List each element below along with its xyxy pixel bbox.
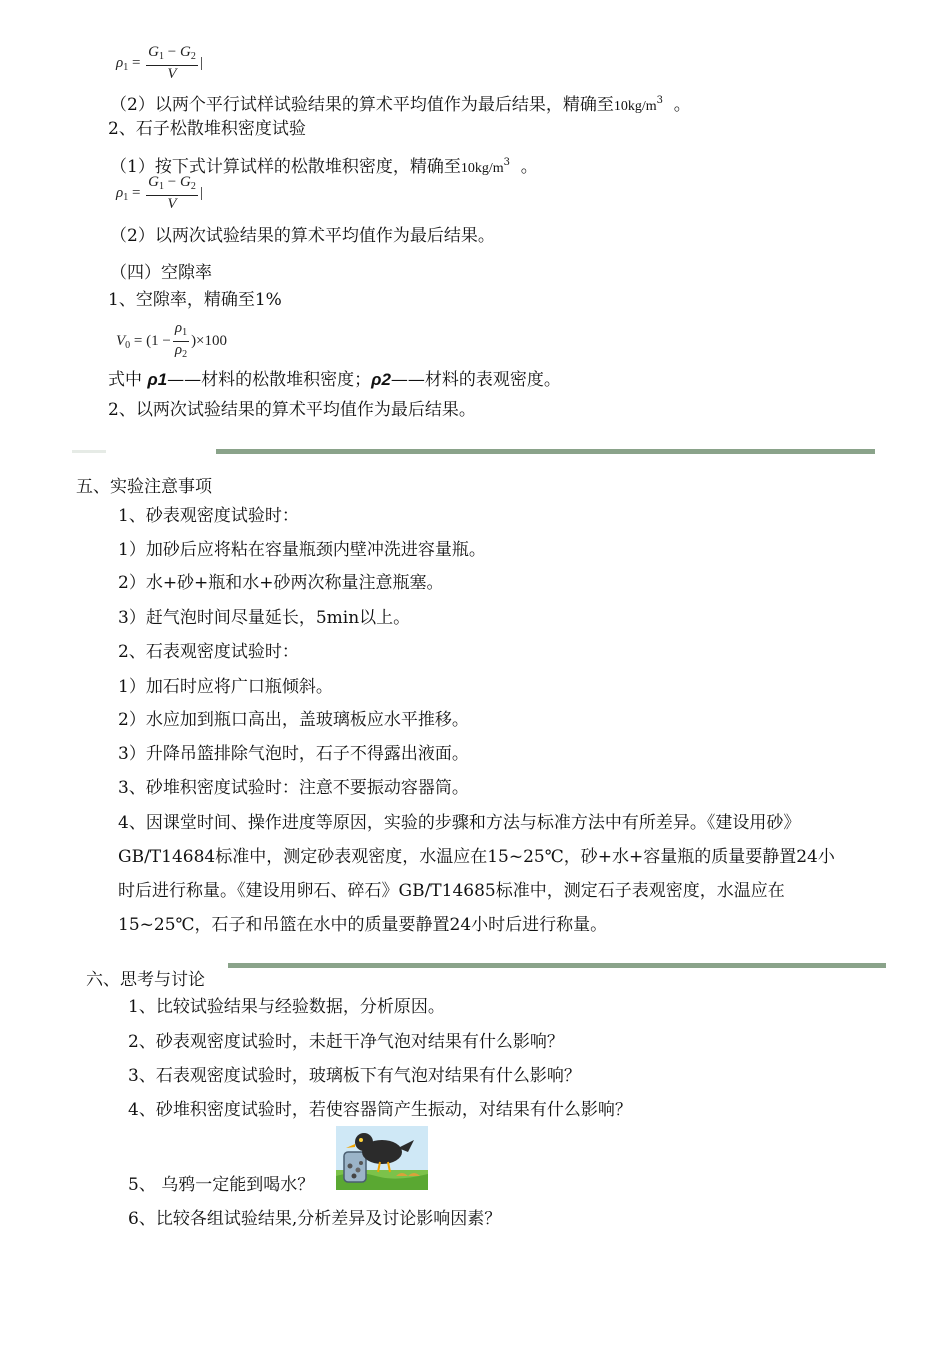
section5-item: 时后进行称量。《建设用卵石、碎石》GB/T14685标准中，测定石子表观密度，水温应在 xyxy=(118,881,785,901)
paragraph-two-results-average: （2）以两次试验结果的算术平均值作为最后结果。 xyxy=(110,226,495,246)
void-formula-legend: 式中 ρ1——材料的松散堆积密度；ρ2——材料的表观密度。 xyxy=(108,370,561,390)
section6-title: 六、思考与讨论 xyxy=(86,970,205,990)
section6-item: 1、比较试验结果与经验数据，分析原因。 xyxy=(128,997,445,1017)
divider-light-segment xyxy=(72,450,106,453)
section6-item: 4、砂堆积密度试验时，若使容器筒产生振动，对结果有什么影响？ xyxy=(128,1100,632,1120)
section6-item: 5、 乌鸦一定能到喝水？ xyxy=(128,1175,315,1195)
section5-item: 3）升降吊篮排除气泡时，石子不得露出液面。 xyxy=(118,744,469,764)
void-ratio-formula: $V_0 = (1$ − $\frac{\rho_1}{\rho_2}$ )×100 xyxy=(116,320,228,360)
crow-drinking-icon xyxy=(336,1126,428,1190)
section-divider xyxy=(216,449,875,454)
section5-item: 3、砂堆积密度试验时：注意不要振动容器筒。 xyxy=(118,778,469,798)
heading-void-ratio: （四）空隙率 xyxy=(110,263,212,283)
section6-item: 2、砂表观密度试验时，未赶干净气泡对结果有什么影响？ xyxy=(128,1032,564,1052)
section5-item: 3）赶气泡时间尽量延长，5min以上。 xyxy=(118,608,411,628)
section6-item: 6、比较各组试验结果,分析差异及讨论影响因素？ xyxy=(128,1209,502,1229)
section6-item: 3、石表观密度试验时，玻璃板下有气泡对结果有什么影响？ xyxy=(128,1066,581,1086)
section5-item: 15~25℃，石子和吊篮在水中的质量要静置24小时后进行称量。 xyxy=(118,915,608,935)
void-ratio-precision: 1、空隙率，精确至1% xyxy=(108,290,282,310)
heading-stone-bulk-density: 2、石子松散堆积密度试验 xyxy=(108,119,306,139)
section5-item: GB/T14684标准中，测定砂表观密度，水温应在15~25℃，砂+水+容量瓶的质量要静置24小 xyxy=(118,847,835,867)
density-formula-mid: $\rho_1$ = $\frac{G_1 - G_2}{V}$ | xyxy=(116,174,203,212)
section5-item: 2）水+砂+瓶和水+砂两次称量注意瓶塞。 xyxy=(118,573,444,593)
section5-item: 1）加砂后应将粘在容量瓶颈内壁冲洗进容量瓶。 xyxy=(118,540,486,560)
section5-item: 4、因课堂时间、操作进度等原因，实验的步骤和方法与标准方法中有所差异。《建设用砂》 xyxy=(118,813,801,833)
section5-item: 2、石表观密度试验时： xyxy=(118,642,299,662)
void-ratio-average: 2、以两次试验结果的算术平均值作为最后结果。 xyxy=(108,400,476,420)
section-divider xyxy=(228,963,886,968)
section5-item: 1、砂表观密度试验时： xyxy=(118,506,299,526)
section5-item: 1）加石时应将广口瓶倾斜。 xyxy=(118,677,333,697)
density-formula-top: $\rho_1$ = $\frac{G_1 - G_2}{V}$ | xyxy=(116,44,203,82)
paragraph-compute-bulk-density: （1）按下式计算试样的松散堆积密度，精确至$10kg/m^3$ 。 xyxy=(110,157,538,177)
paragraph-average-result: （2）以两个平行试样试验结果的算术平均值作为最后结果，精确至$10kg/m^3$ 。 xyxy=(110,95,691,115)
section5-title: 五、实验注意事项 xyxy=(76,477,212,497)
section5-item: 2）水应加到瓶口高出，盖玻璃板应水平推移。 xyxy=(118,710,469,730)
